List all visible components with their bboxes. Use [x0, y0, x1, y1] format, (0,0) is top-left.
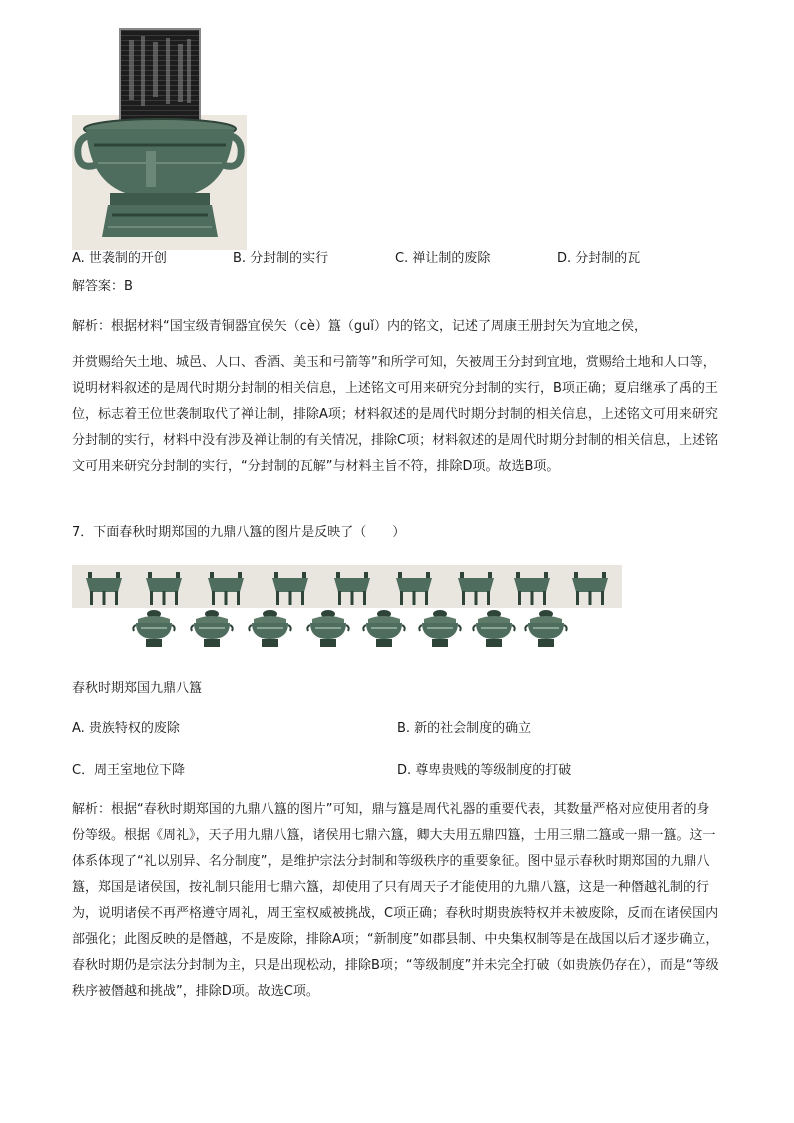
- q6-option-c: C. 禅让制的废除: [395, 251, 491, 266]
- q6-option-a: A. 世袭制的开创: [72, 251, 167, 266]
- gui-vessel-icon: [248, 609, 292, 649]
- q7-option-b: B. 新的社会制度的确立: [397, 721, 532, 736]
- ding-vessel-icon: [456, 570, 496, 606]
- ding-vessel-icon: [512, 570, 552, 606]
- gui-vessel-icon: [362, 609, 406, 649]
- ding-vessel-icon: [144, 570, 184, 606]
- q7-analysis: 解析：根据“春秋时期郑国的九鼎八簋的图片”可知，鼎与簋是周代礼器的重要代表，其数量严格对应使用者的身份等级。根据《周礼》，天子用九鼎八簋，诸侯用七鼎六簋，卿大夫用五鼎四簋，士用三鼎二簋或一鼎一簋。这一体系体现了“礼以别异、名分制度”，是维护宗法分封制和等级秩序的重要象征。图中显示春秋时期郑国的九鼎八簋，郑国是诸侯国，按礼制只能用七鼎六簋，却使用了只有周天子才能使用的九鼎八簋，这是一种僭越礼制的行为，说明诸侯不再严格遵守周礼，周王室权威被挑战，C项正确；春秋时期贵族特权并未被废除，反而在诸侯国内部强化；此图反映的是僭越，不是废除，排除A项；“新制度”如郡县制、中央集权制等是在战国以后才逐步确立，春秋时期仍是宗法分封制为主，只是出现松动，排除B项；“等级制度”并未完全打破（如贵族仍存在），而是“等级秩序被僭越和挑战”，排除D项。故选C项。: [72, 802, 719, 999]
- ding-vessel-icon: [84, 570, 124, 606]
- ding-vessel-icon: [270, 570, 310, 606]
- inscription-rubbing: [119, 28, 201, 122]
- q7-option-d: D. 尊卑贵贱的等级制度的打破: [397, 763, 572, 778]
- gui-vessel-icon: [418, 609, 462, 649]
- ding-vessel-icon: [394, 570, 434, 606]
- q6-option-d: D. 分封制的瓦: [557, 251, 641, 266]
- ding-vessel-icon: [332, 570, 372, 606]
- gui-vessel-icon: [132, 609, 176, 649]
- q7-stem: 7．下面春秋时期郑国的九鼎八簋的图片是反映了（ ）: [72, 525, 406, 540]
- gui-vessel-icon: [524, 609, 568, 649]
- q6-analysis-body: 并赏赐给矢土地、城邑、人口、香酒、美玉和弓箭等”和所学可知，矢被周王分封到宜地，赏赐给土地和人口等，说明材料叙述的是周代时期分封制的相关信息，上述铭文可用来研究分封制的实行，B项正确；夏启继承了禹的王位，标志着王位世袭制取代了禅让制，排除A项；材料叙述的是周代时期分封制的相关信息，上述铭文可用来研究分封制的实行，材料中没有涉及禅让制的有关情况，排除C项；材料叙述的是周代时期分封制的相关信息，上述铭文可用来研究分封制的实行，“分封制的瓦解”与材料主旨不符，排除D项。故选B项。: [72, 355, 719, 474]
- q6-option-b: B. 分封制的实行: [233, 251, 329, 266]
- gui-vessel-icon: [190, 609, 234, 649]
- ding-vessel-icon: [206, 570, 246, 606]
- q7-option-a: A. 贵族特权的废除: [72, 721, 180, 736]
- ding-vessel-icon: [570, 570, 610, 606]
- bronze-gui-vessel: [72, 115, 247, 250]
- yihou-gui-figure: [72, 20, 247, 230]
- nine-ding-eight-gui-figure: [72, 565, 622, 650]
- q7-option-c: C．周王室地位下降: [72, 763, 186, 778]
- gui-vessel-icon: [306, 609, 350, 649]
- q7-caption: 春秋时期郑国九鼎八簋: [72, 681, 203, 696]
- q6-answer: 解答案：B: [72, 279, 133, 294]
- q6-analysis-lead: 解析：根据材料“国宝级青铜器宜侯矢（cè）簋（guǐ）内的铭文，记述了周康王册封矢为宜地之侯，: [72, 319, 647, 334]
- gui-vessel-icon: [472, 609, 516, 649]
